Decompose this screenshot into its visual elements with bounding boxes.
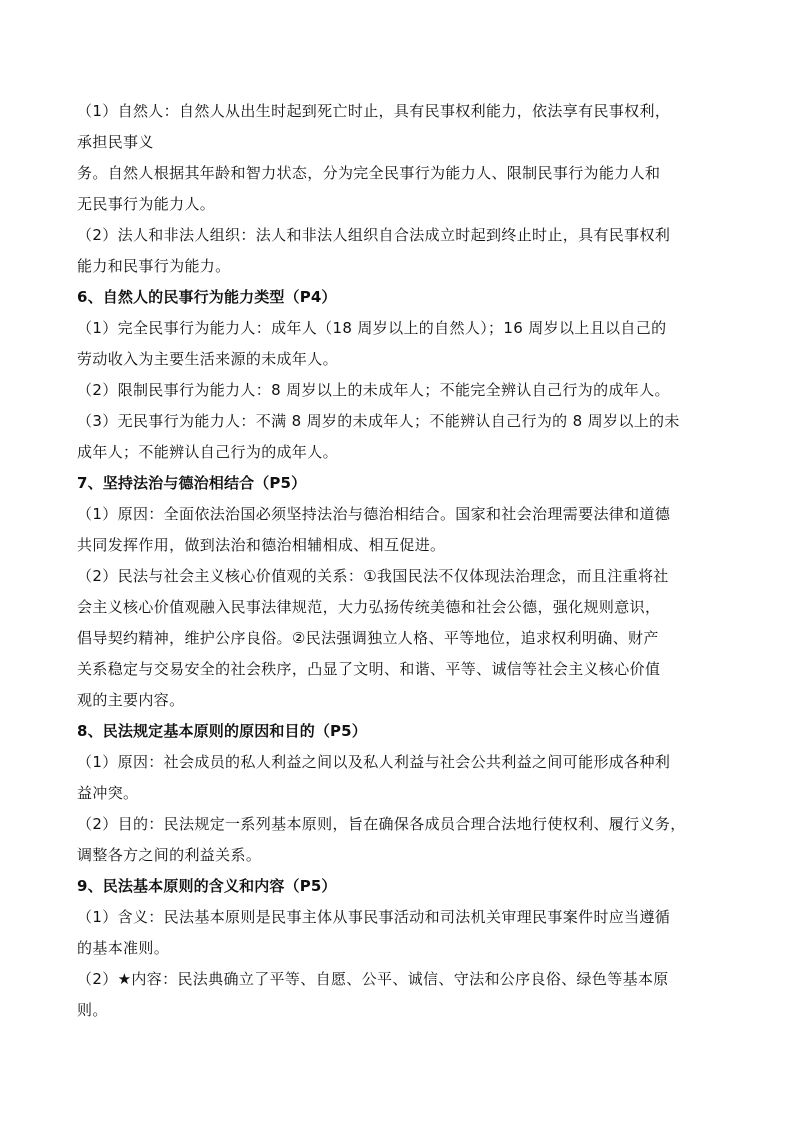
paragraph-line: 能力和民事行为能力。 <box>77 257 231 275</box>
paragraph-line: 关系稳定与交易安全的社会秩序，凸显了文明、和谐、平等、诚信等社会主义核心价值 <box>77 660 661 678</box>
paragraph-line: 承担民事义 <box>77 133 154 151</box>
paragraph-line: 务。自然人根据其年龄和智力状态，分为完全民事行为能力人、限制民事行为能力人和 <box>77 164 661 182</box>
paragraph-line: 成年人；不能辨认自己行为的成年人。 <box>77 443 338 461</box>
paragraph-line: （1）原因：全面依法治国必须坚持法治与德治相结合。国家和社会治理需要法律和道德 <box>77 505 671 523</box>
paragraph-line: （1）自然人：自然人从出生时起到死亡时止，具有民事权利能力，依法享有民事权利， <box>77 102 671 120</box>
paragraph-line: （1）含义：民法基本原则是民事主体从事民事活动和司法机关审理民事案件时应当遵循 <box>77 908 671 926</box>
paragraph-line: 共同发挥作用，做到法治和德治相辅相成、相互促进。 <box>77 536 446 554</box>
section-heading: 7、坚持法治与德治相结合（P5） <box>77 474 307 492</box>
paragraph-line: （3）无民事行为能力人：不满 8 周岁的未成年人；不能辨认自己行为的 8 周岁以上的未 <box>77 412 680 430</box>
paragraph-line: 观的主要内容。 <box>77 691 185 709</box>
paragraph-line: （2）限制民事行为能力人：8 周岁以上的未成年人；不能完全辨认自己行为的成年人。 <box>77 381 670 399</box>
section-heading: 9、民法基本原则的含义和内容（P5） <box>77 877 337 895</box>
section-heading: 8、民法规定基本原则的原因和目的（P5） <box>77 722 367 740</box>
paragraph-line: 则。 <box>77 1001 108 1019</box>
paragraph-line: 调整各方之间的利益关系。 <box>77 846 262 864</box>
paragraph-line: 倡导契约精神，维护公序良俗。②民法强调独立人格、平等地位，追求权利明确、财产 <box>77 629 659 647</box>
paragraph-line: （1）原因：社会成员的私人利益之间以及私人利益与社会公共利益之间可能形成各种利 <box>77 753 671 771</box>
paragraph-line: 无民事行为能力人。 <box>77 195 216 213</box>
paragraph-line: 劳动收入为主要生活来源的未成年人。 <box>77 350 338 368</box>
paragraph-line: 会主义核心价值观融入民事法律规范，大力弘扬传统美德和社会公德，强化规则意识， <box>77 598 661 616</box>
paragraph-line: （1）完全民事行为能力人：成年人（18 周岁以上的自然人）；16 周岁以上且以自己的 <box>77 319 667 337</box>
document-body <box>77 96 727 1026</box>
paragraph-line: （2）目的：民法规定一系列基本原则，旨在确保各成员合理合法地行使权利、履行义务， <box>77 815 686 833</box>
paragraph-line: （2）民法与社会主义核心价值观的关系：①我国民法不仅体现法治理念，而且注重将社 <box>77 567 669 585</box>
paragraph-line: 的基本准则。 <box>77 939 170 957</box>
paragraph-line: 益冲突。 <box>77 784 139 802</box>
paragraph-line: （2）法人和非法人组织：法人和非法人组织自合法成立时起到终止时止，具有民事权利 <box>77 226 671 244</box>
paragraph-line: （2）★内容：民法典确立了平等、自愿、公平、诚信、守法和公序良俗、绿色等基本原 <box>77 970 669 988</box>
section-heading: 6、自然人的民事行为能力类型（P4） <box>77 288 337 306</box>
